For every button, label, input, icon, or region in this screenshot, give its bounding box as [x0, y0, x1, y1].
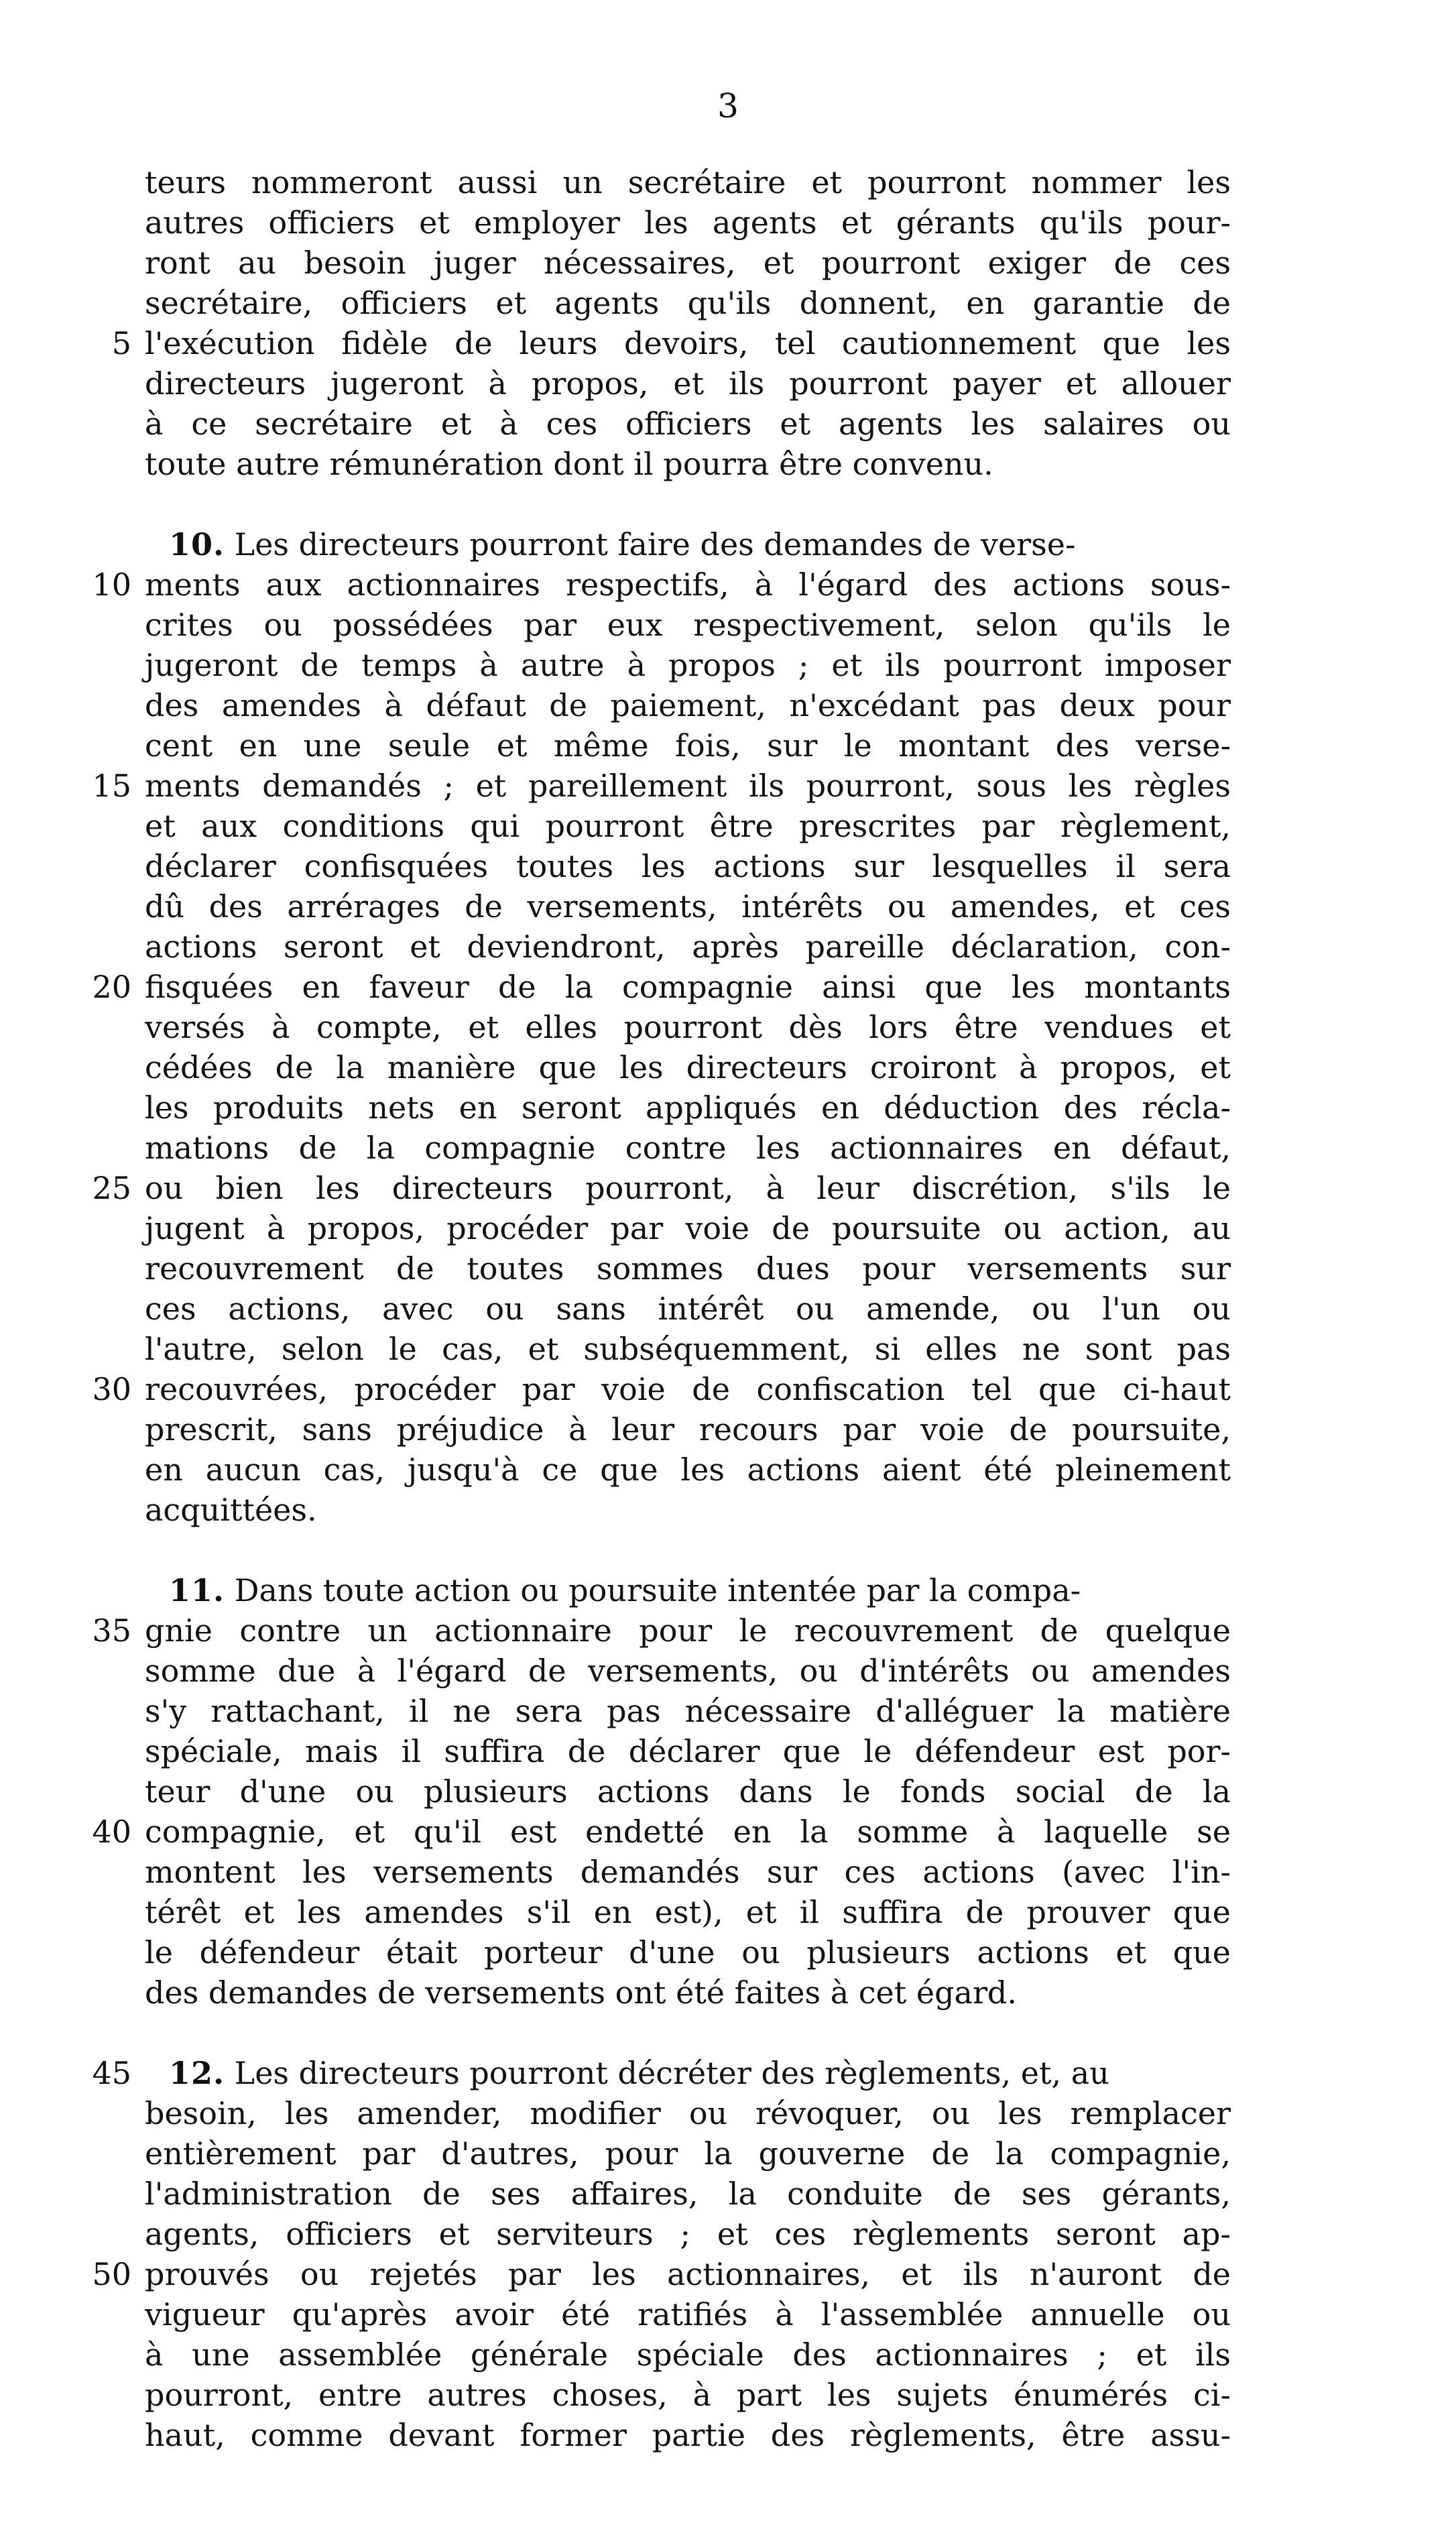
text-line: 30 recouvrées, procéder par voie de confiscation tel que ci-haut [145, 1369, 1231, 1409]
text-line: spéciale, mais il suffira de déclarer que le défendeur est por- [145, 1733, 1231, 1769]
text-line: montent les versements demandés sur ces actions (avec l'in- [145, 1854, 1231, 1890]
text-line: térêt et les amendes s'il en est), et il suffira de prouver que [145, 1894, 1231, 1930]
text-line: entièrement par d'autres, pour la gouverne de la compagnie, [145, 2135, 1231, 2172]
line-number: 45 [92, 2055, 131, 2091]
text-line: des amendes à défaut de paiement, n'excédant pas deux pour [145, 687, 1231, 723]
text-line: acquittées. [145, 1492, 317, 1528]
text-line: cent en une seule et même fois, sur le montant des verse- [145, 727, 1231, 764]
text-line: 35 gnie contre un actionnaire pour le recouvrement de quelque [145, 1610, 1231, 1651]
text-line: teurs nommeront aussi un secrétaire et pourront nommer les [145, 164, 1231, 200]
section-11-first-line: 11. Dans toute action ou poursuite intentée par la compa- [169, 1572, 1081, 1608]
text-line: crites ou possédées par eux respectivement, selon qu'ils le [145, 607, 1231, 643]
document-body [92, 162, 1231, 2455]
text-line: secrétaire, officiers et agents qu'ils donnent, en garantie de [145, 285, 1231, 321]
text-line: déclarer confisquées toutes les actions sur lesquelles il sera [145, 848, 1231, 884]
line-number: 40 [92, 1814, 131, 1850]
text-line: directeurs jugeront à propos, et ils pourront payer et allouer [145, 365, 1231, 402]
text-line: 15 ments demandés ; et pareillement ils pourront, sous les règles [145, 766, 1231, 806]
text-line: s'y rattachant, il ne sera pas nécessaire d'alléguer la matière [145, 1693, 1231, 1729]
text-line: recouvrement de toutes sommes dues pour versements sur [145, 1250, 1231, 1287]
text-line: en aucun cas, jusqu'à ce que les actions aient été pleinement [145, 1452, 1231, 1488]
text-line: vigueur qu'après avoir été ratifiés à l'assemblée annuelle ou [145, 2296, 1231, 2333]
section-number: 11. [169, 1572, 225, 1608]
text-line: dû des arrérages de versements, intérêts ou amendes, et ces [145, 888, 1231, 925]
section-number: 10. [169, 526, 225, 563]
text-line: agents, officiers et serviteurs ; et ces règlements seront ap- [145, 2216, 1231, 2252]
text-line: 10 ments aux actionnaires respectifs, à l'égard des actions sous- [145, 565, 1231, 605]
text-line: autres officiers et employer les agents et gérants qu'ils pour- [145, 204, 1231, 241]
line-number: 5 [111, 325, 131, 361]
line-number: 30 [92, 1371, 131, 1407]
line-number: 20 [92, 969, 131, 1005]
text-line: ront au besoin juger nécessaires, et pourront exiger de ces [145, 245, 1231, 281]
text-line: le défendeur était porteur d'une ou plusieurs actions et que [145, 1934, 1231, 1970]
page-number: 3 [717, 86, 739, 125]
text-line: ces actions, avec ou sans intérêt ou amende, ou l'un ou [145, 1291, 1231, 1327]
text-line: cédées de la manière que les directeurs croiront à propos, et [145, 1049, 1231, 1085]
text-line: besoin, les amender, modifier ou révoquer, ou les remplacer [145, 2095, 1231, 2131]
text-line: mations de la compagnie contre les actionnaires en défaut, [145, 1130, 1231, 1166]
text-line: des demandes de versements ont été faites à cet égard. [145, 1975, 1018, 2011]
text-line: actions seront et deviendront, après pareille déclaration, con- [145, 929, 1231, 965]
text-line: les produits nets en seront appliqués en déduction des récla- [145, 1090, 1231, 1126]
text-line: l'administration de ses affaires, la conduite de ses gérants, [145, 2176, 1231, 2212]
section-10-first-line: 10. Les directeurs pourront faire des demandes de verse- [169, 526, 1076, 563]
text-line: somme due à l'égard de versements, ou d'intérêts ou amendes [145, 1653, 1231, 1689]
section-number: 12. [169, 2055, 225, 2091]
line-number: 35 [92, 1612, 131, 1649]
text-line: 5 l'exécution fidèle de leurs devoirs, tel cautionnement que les [145, 323, 1231, 363]
text-line: 50 prouvés ou rejetés par les actionnaires, et ils n'auront de [145, 2254, 1231, 2294]
text-line: haut, comme devant former partie des règlements, être assu- [145, 2417, 1231, 2453]
text-line: prescrit, sans préjudice à leur recours par voie de poursuite, [145, 1411, 1231, 1448]
text-line: pourront, entre autres choses, à part les sujets énumérés ci- [145, 2377, 1231, 2413]
text-line: toute autre rémunération dont il pourra être convenu. [145, 446, 993, 482]
text-line: versés à compte, et elles pourront dès lors être vendues et [145, 1009, 1231, 1045]
text-line: 25 ou bien les directeurs pourront, à leur discrétion, s'ils le [145, 1168, 1231, 1208]
text-line: teur d'une ou plusieurs actions dans le fonds social de la [145, 1773, 1231, 1810]
text-line: l'autre, selon le cas, et subséquemment, si elles ne sont pas [145, 1331, 1231, 1367]
section-12-first-line: 45 12. Les directeurs pourront décréter des règlements, et, au [145, 2053, 1231, 2093]
text-line: à une assemblée générale spéciale des actionnaires ; et ils [145, 2337, 1231, 2373]
text-line: jugeront de temps à autre à propos ; et ils pourront imposer [145, 647, 1231, 683]
text-line: à ce secrétaire et à ces officiers et agents les salaires ou [145, 406, 1231, 442]
line-number: 50 [92, 2256, 131, 2292]
text-line: 20 fisquées en faveur de la compagnie ainsi que les montants [145, 967, 1231, 1007]
text-line: 40 compagnie, et qu'il est endetté en la somme à laquelle se [145, 1812, 1231, 1852]
line-number: 25 [92, 1170, 131, 1206]
text-line: et aux conditions qui pourront être prescrites par règlement, [145, 808, 1231, 844]
line-number: 10 [92, 567, 131, 603]
text-line: jugent à propos, procéder par voie de poursuite ou action, au [145, 1210, 1231, 1246]
line-number: 15 [92, 768, 131, 804]
